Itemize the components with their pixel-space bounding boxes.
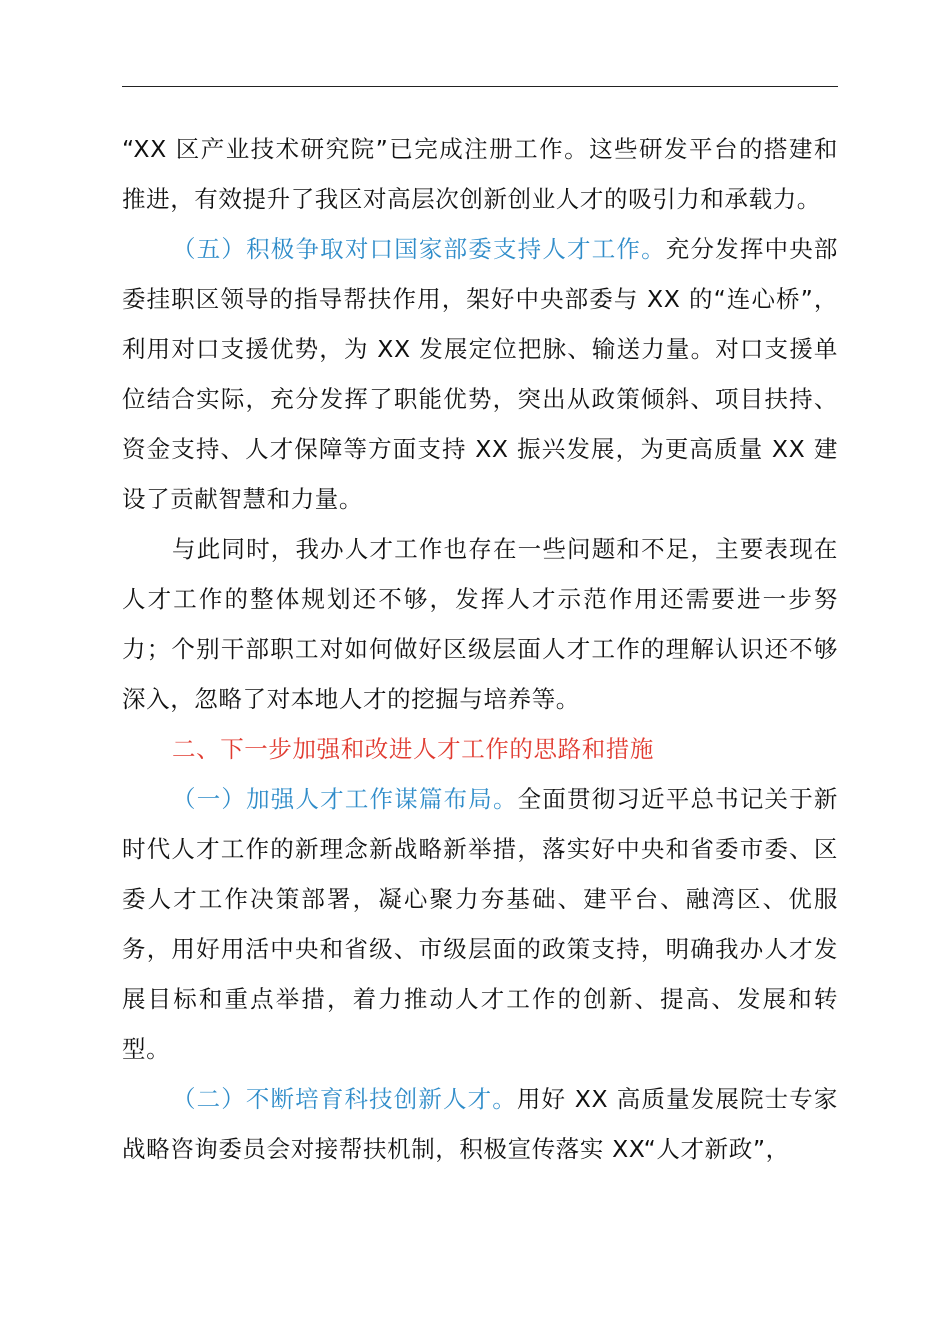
paragraph-text: 充分发挥中央部委挂职区领导的指导帮扶作用，架好中央部委与 XX 的“连心桥”，利用对口支援优势，为 XX 发展定位把脉、输送力量。对口支援单位结合实际，充分发挥了职能优势，突出从政策倾斜、项目扶持、资金支持、人才保障等方面支持 XX 振兴发展，为更高质量 XX 建设了贡献智慧和力量。 xyxy=(122,235,839,513)
paragraph-continuation xyxy=(122,124,838,224)
paragraph-text: 用好 XX 高质量发展院士专家战略咨询委员会对接帮扶机制，积极宣传落实 XX“人才新政”， xyxy=(122,1085,838,1163)
header-rule xyxy=(122,86,838,87)
subsection-heading: （二）不断培育科技创新人才。 xyxy=(172,1085,517,1113)
document-body xyxy=(122,124,838,1174)
paragraph-problems xyxy=(122,524,838,724)
subsection-heading: （五）积极争取对口国家部委支持人才工作。 xyxy=(172,235,666,263)
paragraph-text: 与此同时，我办人才工作也存在一些问题和不足，主要表现在人才工作的整体规划还不够，发挥人才示范作用还需要进一步努力；个别干部职工对如何做好区级层面人才工作的理解认识还不够深入，忽略了对本地人才的挖掘与培养等。 xyxy=(122,535,838,713)
paragraph-text: 全面贯彻习近平总书记关于新时代人才工作的新理念新战略新举措，落实好中央和省委市委、区委人才工作决策部署，凝心聚力夯基础、建平台、融湾区、优服务，用好用活中央和省级、市级层面的政策支持，明确我办人才发展目标和重点举措，着力推动人才工作的创新、提高、发展和转型。 xyxy=(122,785,838,1063)
section-heading: 二、下一步加强和改进人才工作的思路和措施 xyxy=(172,735,654,763)
subsection-heading: （一）加强人才工作谋篇布局。 xyxy=(172,785,518,813)
section-heading-2 xyxy=(122,724,838,774)
paragraph-subsection-1 xyxy=(122,774,838,1074)
paragraph-subsection-5 xyxy=(122,224,838,524)
paragraph-subsection-2 xyxy=(122,1074,838,1174)
paragraph-text: “XX 区产业技术研究院”已完成注册工作。这些研发平台的搭建和推进，有效提升了我区对高层次创新创业人才的吸引力和承载力。 xyxy=(122,135,838,213)
